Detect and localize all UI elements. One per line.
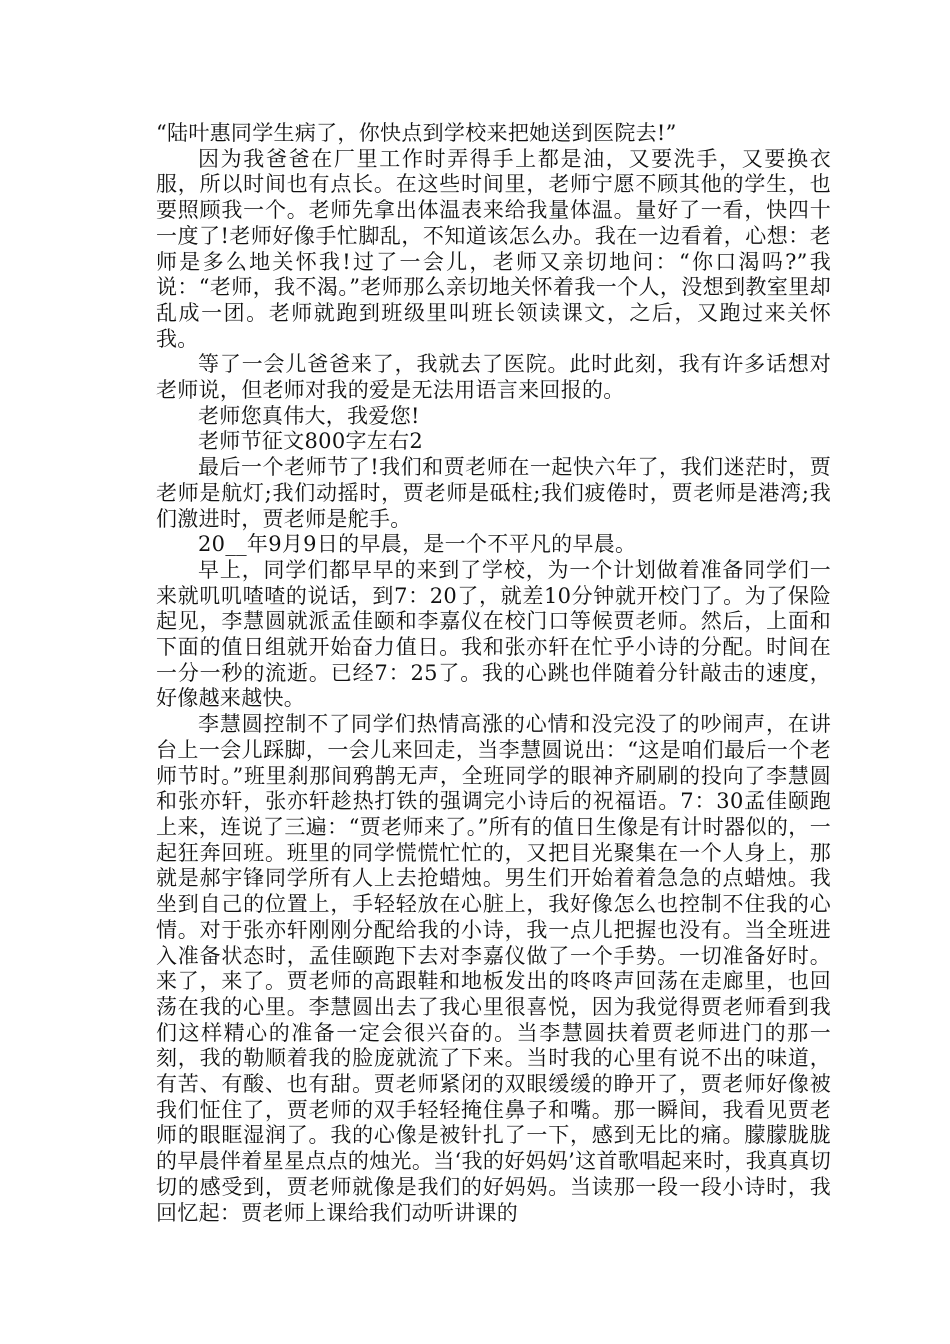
paragraph-9: 李慧圆控制不了同学们热情高涨的心情和没完没了的吵闹声，在讲台上一会儿踩脚，一会儿来回走，当李慧圆说出：“这是咱们最后一个老师节时。”班里刹那间鸦鹊无声，全班同学的眼神齐刷刷的投向了李慧圆和张亦轩，张亦轩趁热打铁的强调完小诗后的祝福语。7：30孟佳颐跑上来，连说了三遍：“贾老师来了。”所有的值日生像是有计时器似的，一起狂奔回班。班里的同学慌慌忙忙的，又把目光聚集在一个人身上，那就是郝宇锋同学所有人上去抢蜡烛。男生们开始着着急急的点蜡烛。我坐到自己的位置上，手轻轻放在心脏上，我好像怎么也控制不住我的心情。对于张亦轩刚刚分配给我的小诗，我一点儿把握也没有。当全班进入准备状态时，孟佳颐跑下去对李嘉仪做了一个手势。一切准备好时。来了，来了。贾老师的高跟鞋和地板发出的咚咚声回荡在走廊里，也回荡在我的心里。李慧圆出去了我心里很喜悦，因为我觉得贾老师看到我们这样精心的准备一定会很兴奋的。当李慧圆扶着贾老师进门的那一刻，我的勒顺着我的脸庞就流了下来。当时我的心里有说不出的味道，有苦、有酸、也有甜。贾老师紧闭的双眼缓缓的睁开了，贾老师好像被我们怔住了，贾老师的双手轻轻掩住鼻子和嘴。那一瞬间，我看见贾老师的眼眶湿润了。我的心像是被针扎了一下，感到无比的痛。朦朦胧胧的早晨伴着星星点点的烛光。当‘我的好妈妈’这首歌唱起来时，我真真切切的感受到，贾老师就像是我们的好妈妈。当读那一段一段小诗时，我回忆起：贾老师上课给我们动听讲课的 xyxy=(156,712,831,1225)
paragraph-8: 早上，同学们都早早的来到了学校，为一个计划做着准备同学们一来就叽叽喳喳的说话，到7：20了，就差10分钟就开校门了。为了保险起见，李慧圆就派孟佳颐和李嘉仪在校门口等候贾老师。然后，上面和下面的值日组就开始奋力值日。我和张亦轩在忙乎小诗的分配。时间在一分一秒的流逝。已经7：25了。我的心跳也伴随着分针敲击的速度，好像越来越快。 xyxy=(156,557,831,711)
paragraph-2: 因为我爸爸在厂里工作时弄得手上都是油，又要洗手，又要换衣服，所以时间也有点长。在这些时间里，老师宁愿不顾其他的学生，也要照顾我一个。老师先拿出体温表来给我量体温。量好了一看，快四十一度了!老师好像手忙脚乱，不知道该怎么办。我在一边看着，心想：老师是多么地关怀我!过了一会儿，老师又亲切地问：“你口渴吗?”我说：“老师，我不渴。”老师那么亲切地关怀着我一个人，没想到教室里却乱成一团。老师就跑到班级里叫班长领读课文，之后，又跑过来关怀我。 xyxy=(156,146,831,351)
paragraph-7: 20__年9月9日的早晨，是一个不平凡的早晨。 xyxy=(198,532,637,557)
paragraph-3: 等了一会儿爸爸来了，我就去了医院。此时此刻，我有许多话想对老师说，但老师对我的爱是无法用语言来回报的。 xyxy=(156,352,831,403)
paragraph-4: 老师您真伟大，我爱您! xyxy=(198,403,420,428)
paragraph-6: 最后一个老师节了!我们和贾老师在一起快六年了，我们迷茫时，贾老师是航灯;我们动摇时，贾老师是砥柱;我们疲倦时，贾老师是港湾;我们激进时，贾老师是舵手。 xyxy=(156,455,831,531)
paragraph-1: “陆叶惠同学生病了，你快点到学校来把她送到医院去!” xyxy=(156,121,677,145)
section-heading: 老师节征文800字左右2 xyxy=(198,429,424,454)
essay-body xyxy=(156,121,831,1226)
